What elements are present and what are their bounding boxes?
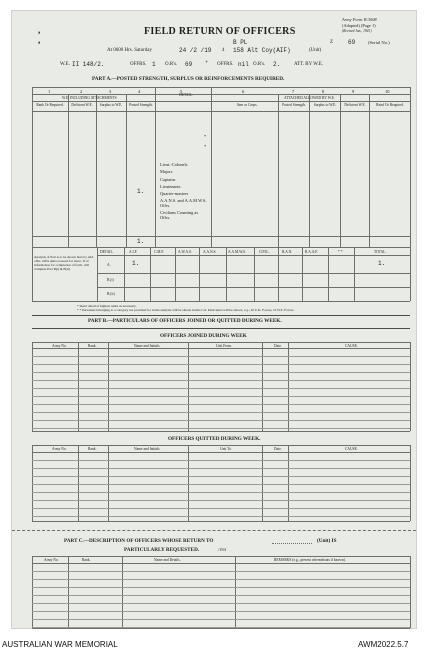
part-c-header: Name and Details. — [154, 558, 181, 562]
footer-accession: AWM2022.5.7 — [358, 640, 409, 649]
unit-label: (Unit) — [309, 48, 322, 53]
detail-total-a: 1. — [378, 260, 386, 267]
part-c-header: Army No. — [44, 558, 59, 562]
part-a-title: PART A.—POSTED STRENGTH, SURPLUS OR REINFORCEMENTS REQUIRED. — [92, 76, 285, 82]
header-cell: Deficient W.E. — [344, 103, 366, 107]
footer-credit: AUSTRALIAN WAR MEMORIAL — [2, 640, 118, 649]
joined-header: Date. — [274, 344, 282, 348]
offrs2-typed: nil — [238, 61, 249, 68]
joined-header: CAUSE. — [345, 344, 358, 348]
quitted-header: Rank. — [88, 447, 97, 451]
form-revised: (Revised Jan., 1941) — [342, 29, 372, 33]
detail-header: A.I.F. — [129, 250, 138, 254]
we-label: W.E. — [60, 62, 70, 67]
col-number: 8 — [322, 89, 325, 94]
col-number: 3 — [109, 89, 112, 94]
header-cell: Reinf Or Required. — [376, 103, 404, 107]
quitted-title: OFFICERS QUITTED DURING WEEK. — [168, 436, 261, 442]
date-typed: 24 /2 /19 — [179, 47, 212, 54]
detail-row-label: A. — [107, 263, 111, 267]
serial-prefix: Z — [330, 40, 334, 45]
detail-header: TOTAL. — [374, 250, 387, 254]
detail-row-label: B.(ii) — [107, 292, 115, 296]
rank-list — [160, 161, 208, 220]
unit-typed: B PL 158 Alt Coy(AIF) — [233, 39, 291, 54]
col-number: 2 — [80, 89, 83, 94]
we-typed: II 148/2. — [72, 61, 105, 68]
joined-title: OFFICERS JOINED DURING WEEK — [160, 333, 247, 339]
form-number: Army Form W.3008 — [342, 17, 377, 22]
group-right-header: ATTACHED ALLOWED BY W.E. — [284, 96, 335, 100]
header-cell: Arm or Corps. — [236, 103, 258, 107]
detail-aif-a: 1. — [132, 260, 140, 267]
rank-item: Captains — [160, 176, 176, 182]
header-cell: DETAIL. — [179, 93, 193, 97]
joined-header: Name and Initials. — [134, 344, 161, 348]
joined-header: Unit From. — [216, 344, 232, 348]
plus-sign: + — [205, 60, 209, 66]
quitted-header: Name and Initials. — [134, 447, 161, 451]
part-c-unit-blank — [272, 539, 312, 544]
detail-header: A.W.A.S. — [178, 250, 192, 254]
detail-star: * — [204, 134, 207, 139]
detail-star: * — [204, 144, 207, 149]
col-number: 4 — [138, 89, 141, 94]
col-number: 9 — [352, 89, 355, 94]
form-sheet — [12, 11, 416, 628]
quitted-header: Date. — [274, 447, 282, 451]
header-cell: Surplus to W.E. — [313, 103, 337, 107]
detail-header: R.A.A.F. — [305, 250, 318, 254]
detail-side-note: Analysis of Part A to be shown here by AIA offrs. Offrs units rostered for more. If of information for completion of form, will complete Part B(i) & B(ii). — [34, 255, 94, 271]
offrs2-label: OFFRS. — [217, 62, 234, 67]
joined-header: Rank. — [88, 344, 97, 348]
col-number: 1 — [48, 89, 51, 94]
att-label: ATT. BY W.E. — [294, 62, 324, 67]
detail-header: * * — [338, 250, 343, 254]
col-number: 5 — [180, 89, 183, 94]
ors2-label: O.R's. — [253, 62, 266, 67]
rank-item: Lieutenants — [160, 183, 181, 189]
part-c-line2: PARTICULARLY REQUESTED. — [124, 547, 200, 553]
year-print: 4 — [222, 48, 225, 53]
ors2-typed: 2. — [273, 61, 281, 68]
offrs-typed: 1 — [152, 61, 156, 68]
detail-header: R.A.N. — [282, 250, 293, 254]
col-number: 6 — [242, 89, 245, 94]
binder-hole-marks: , , — [38, 25, 41, 45]
serial-typed: 69 — [348, 39, 356, 46]
rank-item: Quarter-masters — [160, 191, 189, 197]
rank-item: Majors — [160, 169, 173, 175]
part-b-title: PART B.—PARTICULARS OF OFFICERS JOINED OR QUITTED DURING WEEK. — [88, 318, 282, 324]
part-c-header: Rank. — [82, 558, 91, 562]
detail-header: C.M.F. — [154, 250, 164, 254]
rank-item: Civilians Counting as Offrs. — [160, 210, 199, 221]
quitted-header: Army No. — [52, 447, 67, 451]
col-number: 10 — [385, 89, 390, 94]
header-cell: Surplus to W.E. — [99, 103, 123, 107]
group-left-header: W.E. INCLUDING ATTACHMENTS — [62, 96, 117, 100]
quitted-header: CAUSE. — [345, 447, 358, 451]
rank-item: Lieut.-Colonels — [160, 162, 188, 167]
posted-strength-value: 1. — [137, 188, 145, 195]
form-adapted: (Adapted) (Page 1) — [342, 23, 376, 28]
ors-label: O.R's. — [165, 62, 178, 67]
form-title: FIELD RETURN OF OFFICERS — [144, 26, 296, 37]
detail-header: A.A.N.S. — [203, 250, 217, 254]
part-c-date-stub: /194 — [218, 547, 226, 552]
joined-header: Army No. — [52, 344, 67, 348]
footnote-1: * Insert detail of highest ranks as necessary. — [77, 304, 137, 308]
part-c-unit-is: (Unit) IS — [317, 538, 337, 544]
detail-header: A.A.M.W.S. — [228, 250, 246, 254]
serial-label: (Serial No.) — [368, 40, 390, 45]
part-c-header: REMARKS (e.g., present whereabouts if known). — [274, 558, 346, 562]
offrs-label: OFFRS. — [130, 62, 147, 67]
hrs-label: At 0600 Hrs. Saturday — [107, 48, 152, 53]
header-cell: Posted Strength. — [282, 103, 306, 107]
quitted-header: Unit To. — [220, 447, 232, 451]
posted-strength-total: 1. — [137, 238, 145, 245]
detail-row-label: B.(i) — [107, 278, 114, 282]
ors-typed: 69 — [185, 61, 193, 68]
rank-item: A.A.N.S. and A.A.M.W.S. Offrs. — [160, 198, 207, 209]
part-c-title: PART C.—DESCRIPTION OF OFFICERS WHOSE RETURN TO — [64, 538, 214, 544]
detail-header: DETAIL. — [100, 250, 114, 254]
header-cell: Posted Strength. — [129, 103, 153, 107]
col-number: 7 — [292, 89, 295, 94]
header-cell: Rank Or Required. — [36, 103, 64, 107]
header-cell: Deficient W.E. — [71, 103, 93, 107]
footnote-2: * * Personnel belonging to a category not provided for in the analysis will be shown in this Col. Particulars will be shown, e.g., 20 U.K. Forces, 10 N.Z. Forces. — [77, 308, 295, 312]
detail-header: CIVIL. — [259, 250, 270, 254]
